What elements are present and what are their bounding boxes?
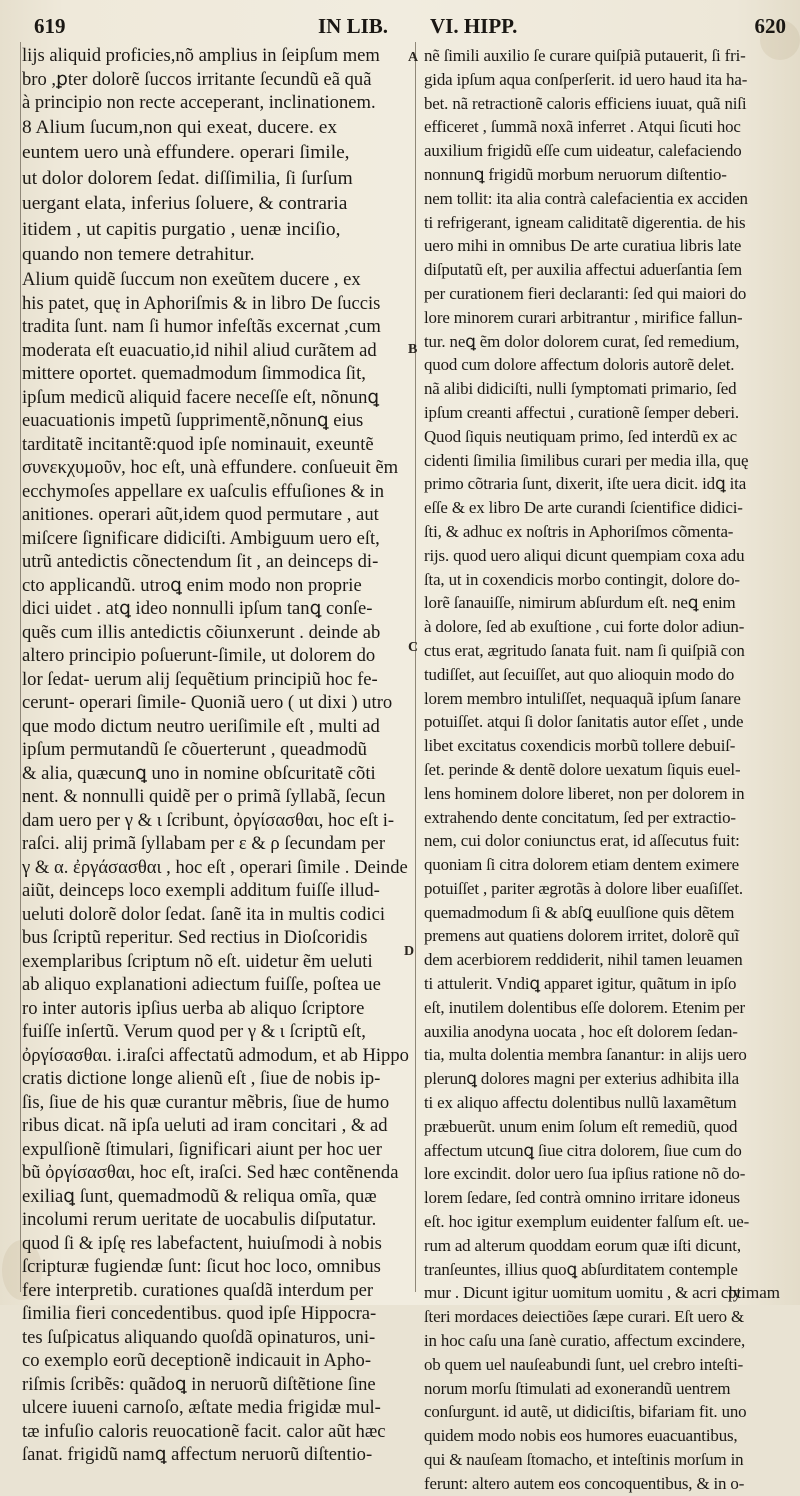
text-line: & alia, quæcunꝗ uno in nomine obſcuritatẽ cõti [22,762,376,784]
text-line: eſſe & ex libro De arte curandi ſcientifice didici- [424,498,743,518]
text-line: quando non temere detrahitur. [22,244,255,266]
text-line: συνεκχυμοῦν, hoc eſt, unà effundere. conſueuit ẽm [22,457,399,479]
text-line: fere interpretib. curationes quaſdã interdum per [22,1279,374,1301]
text-line: tæ infuſio caloris reuocationẽ facit. calor aũt hæc [22,1420,386,1442]
text-line: ipſum medicũ aliquid facere neceſſe eſt, nõnunꝗ [22,386,380,408]
text-line: ecchymoſes appellare ex uaſculis effuſiones & in [22,480,385,502]
text-line: raſci. alij primã ſyllabam per ε & ρ ſecundam per [22,833,386,855]
text-line: ſti, & adhuc ex noſtris in Aphoriſmos cõmenta- [424,521,734,541]
text-line: mittere oportet. quemadmodum ſimmodica ſit, [22,363,366,385]
text-line: itidem , ut capitis purgatio , uenæ inciſio, [22,218,341,240]
text-line: ab aliquo explanationi adiectum fuiſſe, poſtea ue [22,974,381,996]
text-line: uergant elata, inferius ſoluere, & contraria [22,193,348,215]
running-header [0,14,800,40]
text-line: nẽ ſimili auxilio ſe curare quiſpiã putauerit, ſi fri- [424,46,746,65]
text-line: miſcere ſignificare didiciſti. Ambiguum uero eſt, [22,527,380,549]
text-line: lor ſedat- uerum alij ſequẽtium principiũ hoc fe- [22,668,378,690]
text-line: per curationem fieri declaranti: ſed qui maiori do [424,283,747,303]
text-line: quẽs cum illis antedictis cõiunxerunt . deinde ab [22,621,381,643]
text-line: lens hominem dolore liberet, non per dolorem in [424,783,745,803]
text-line: euacuationis impetũ ſupprimentẽ,nõnunꝗ eius [22,410,364,432]
text-line: ipſum creanti affectui , curationẽ ſemper deberi. [424,402,739,422]
text-line: ſet. perinde & dentẽ dolore uexatum ſiquis euel- [424,759,741,779]
text-line: expulſionẽ ſtimulari, ſignificari aiunt per hoc uer [22,1138,382,1160]
text-line: quod ſi & ipſę res labefactent, huiuſmodi à nobis [22,1232,382,1254]
text-line: bũ ὀργίσασθαι, hoc eſt, iraſci. Sed hæc contẽnenda [22,1162,399,1184]
text-line: bro ,ꝑter dolorẽ ſuccos irritante ſecundũ eã quã [22,68,372,90]
text-line: mur . Dicunt igitur uomitum uomitu , & acri cly [424,1283,742,1303]
text-line: premens aut quatiens dolorem irritet, dolorẽ quĩ [424,926,740,946]
left-margin-rule [20,42,21,1292]
text-line: nã alibi didiciſti, nulli ſymptomati primario, ſed [424,379,737,399]
text-line: quidem modo nobis eos humores euacuantibus, [424,1426,738,1446]
left-text-column [22,44,410,1467]
text-line: nent. & nonnulli quidẽ per o primã ſyllabã, ſecun [22,786,386,808]
text-line: efficeret , ſummã noxã inferret . Atqui ſicuti hoc [424,117,741,137]
catchword: ptimam [728,1283,780,1302]
text-line: his patet, quę in Aphoriſmis & in libro De ſuccis [22,292,381,314]
text-line: dem acerbiorem reddiderit, nihil tamen leuamen [424,950,743,970]
right-text-column [424,44,792,1496]
page-number-right: 620 [754,14,786,38]
text-line: præbuerũt. unum enim ſolum eſt remediũ, quod [424,1116,738,1136]
text-line: norum morſu ſtimulati ad exonerandũ uentrem [424,1378,731,1398]
text-line: incolumi rerum ueritate de uocabulis diſputatur. [22,1209,377,1231]
text-line: ſimilia fieri concedentibus. quod ipſe Hippocra- [22,1303,377,1325]
text-line: nonnunꝗ frigidũ morbum neruorum diſtentio- [424,164,727,184]
text-line: lore excindit. dolor uero ſua ipſius ratione nõ do- [424,1164,746,1184]
text-line: ut dolor dolorem ſedat. diſſimilia, ſi ſurſum [22,167,353,189]
text-line: qui & nauſeam ſtomacho, et inteſtinis morſum in [424,1450,744,1470]
text-line: libet excitatus coxendicis morbũ tollere debuiſ- [424,736,736,756]
text-line: ob quem uel nauſeabundi ſunt, uel crebro inteſti- [424,1354,744,1374]
text-line: ti ex aliquo affectu dolentibus nullũ laxamẽtum [424,1093,737,1113]
text-line: rijs. quod uero aliqui dicunt quempiam coxa adu [424,545,745,565]
text-line: tranſeuntes, illius quoꝗ abſurditatem contemple [424,1259,738,1279]
text-line: auxilium frigidũ eſſe cum uideatur, calefaciendo [424,141,742,161]
text-line: quoniam ſi citra dolorem etiam dentem eximere [424,855,739,875]
text-line: ferunt: altero autem eos concoquentibus, & in o- [424,1473,745,1493]
text-line: fuiſſe inſertũ. Verum quod per γ & ι ſcriptũ eſt, [22,1021,366,1043]
text-line: Alium quidẽ ſuccum non exeũtem ducere , ex [22,269,361,291]
text-line: exiliaꝗ ſunt, quemadmodũ & reliqua omĩa, quæ [22,1185,377,1207]
text-line: moderata eſt euacuatio,id nihil aliud curãtem ad [22,339,377,361]
text-line: quod cum dolore affectum doloris autorẽ delet. [424,355,735,375]
text-line: tudiſſet, aut ſecuiſſet, aut quo alioquin modo do [424,664,735,684]
text-line: eſt. hoc igitur exemplum euidenter falſum eſt. ue- [424,1212,750,1232]
text-line: nem tollit: ita alia contrà calefacientia ex acciden [424,188,748,208]
text-line: tia, multa dolentia membra ſanantur: in alijs uero [424,1045,747,1065]
text-line: dam uero per γ & ι ſcribunt, ὀργίσασθαι, hoc eſt i- [22,809,395,831]
text-line: utrũ antedictis cõnectendum ſit , an deinceps di- [22,551,379,573]
text-line: conſurgunt. id autẽ, ut didiciſtis, bifariam fit. uno [424,1402,747,1422]
text-line: ctus erat, ægritudo ſanata fuit. nam ſi quiſpiã con [424,640,745,660]
text-line: co exemplo eorũ deceptionẽ indicauit in Apho- [22,1350,372,1372]
text-line: uero mihi in omnibus De arte curatiua libris late [424,236,742,256]
text-line: extrahendo dente concitatum, ſed per extractio- [424,807,736,827]
text-line: ſcripturæ fugiendæ ſunt: ſicut hoc loco, omnibus [22,1256,381,1278]
text-line: tradita ſunt. nam ſi humor infeſtãs excernat ,cum [22,316,381,338]
text-line: lijs aliquid proficies,nõ amplius in ſeipſum mem [22,45,380,66]
text-line: lorẽ ſanauiſſe, nimirum abſurdum eſt. neꝗ enim [424,593,736,613]
text-line: γ & α. ἐργάσασθαι , hoc eſt , operari ſimile . Deinde [22,856,408,878]
text-line: potuiſſet , pariter ægrotãs à dolore liber euaſiſſet. [424,878,743,898]
text-line: ro inter autoris ipſius uerba ab aliquo ſcriptore [22,997,365,1019]
text-line: anitiones. operari aũt,idem quod permutare , aut [22,504,379,526]
margin-letter-a: A [408,50,419,65]
margin-letter-b: B [408,342,418,357]
text-line: ulcere iuueni carnoſo, æſtate media frigidæ mul- [22,1397,381,1419]
text-line: ueluti dolorẽ dolor ſedat. ſanẽ ita in multis codici [22,903,386,925]
text-line: euntem uero unà effundere. operari ſimile, [22,142,350,164]
text-line: ti attulerit. Vndiꝗ apparet igitur, quãtum in ipſo [424,974,737,994]
text-line: ribus dicat. nã ipſa ueluti ad iram concitari , & ad [22,1115,388,1137]
text-line: lore minorem curari arbitrantur , mirifice fallun- [424,307,743,327]
text-line: riſmis ſcribẽs: quãdoꝗ in neruorũ diſtẽtione ſine [22,1373,376,1395]
text-line: affectum utcunꝗ ſiue citra dolorem, ſiue cum do [424,1140,742,1160]
text-line: altero principio poſuerunt-ſimile, ut dolorem do [22,645,376,667]
text-line: eſt, inutilem dolentibus eſſe dolorem. Etenim per [424,997,746,1017]
text-line: diſputatũ eſt, per auxilia affectui aduerſantia ſem [424,260,742,280]
text-line: auxilia anodyna uocata , hoc eſt dolorem ſedan- [424,1021,738,1041]
text-line: exemplaribus ſcriptum nõ eſt. uidetur ẽm ueluti [22,950,373,972]
text-line: lorem ſedare, ſed contrà omnino irritare idoneus [424,1188,740,1208]
margin-letter-d: D [404,944,415,959]
text-line: ſta, ut in coxendicis morbo contingit, dolore do- [424,569,740,589]
text-line: ὀργίσασθαι. i.iraſci affectatũ admodum, et ab Hippo [22,1044,409,1066]
text-line: ti refrigerant, igneam caliditatẽ digerentia. de his [424,212,746,232]
text-line: dici uidet . atꝗ ideo nonnulli ipſum tanꝗ conſe- [22,598,373,620]
text-line: à principio non recte acceperant, inclinationem. [22,92,376,113]
text-line: plerunꝗ dolores magni per exterius adhibita illa [424,1069,739,1089]
text-line: cerunt- operari ſimile- Quoniã uero ( ut dixi ) utro [22,692,393,714]
text-line: tes ſuſpicatus aliquando quoſdã opinaturos, uni- [22,1326,376,1348]
text-line: ſanat. frigidũ namꝗ affectum neruorũ diſtentio- [22,1444,373,1466]
text-line: gida ipſum aqua conſperſerit. id uero haud ita ha- [424,69,748,89]
page-number-left: 619 [34,14,66,38]
text-line: bus ſcriptũ reperitur. Sed rectius in Dioſcoridis [22,927,368,949]
text-line: Quod ſiquis neutiquam primo, ſed interdũ ex ac [424,426,738,446]
text-line: rum ad alterum quoddam eorum quæ iſti dicunt, [424,1235,741,1255]
text-line: ſteri mordaces deiectiões ſæpe curari. Eſt uero & [424,1307,745,1327]
text-line: in hoc caſu una ſanè curatio, affectum excindere, [424,1331,746,1351]
text-line: primo cõtraria ſunt, dixerit, iſte uera dicit. idꝗ ita [424,474,747,494]
text-line: quemadmodum ſi & abſꝗ euulſione quis dẽtem [424,902,735,922]
text-line: à dolore, ſed ab exuſtione , cui forte dolor adiun- [424,617,745,637]
text-line: aiũt, deinceps loco exempli additum fuiſſe illud- [22,880,380,902]
text-line: que modo dictum neutro ueriſimile eſt , multi ad [22,715,380,737]
column-divider [415,42,416,1292]
text-line: nem, cui dolor coniunctus erat, id aſſecutus fuit: [424,831,740,851]
text-line: bet. nã retractionẽ caloris efficiens iuuat, quã niſi [424,93,747,113]
running-title-left: IN LIB. [318,14,389,38]
margin-letter-c: C [408,640,419,655]
text-line: cratis dictione longe alienũ eſt , ſiue de nobis ip- [22,1068,381,1090]
text-line: ſis, ſiue de his quæ curantur mẽbris, ſiue de humo [22,1091,390,1113]
text-line: lorem membro intuliſſet, nequaquã ipſum ſanare [424,688,741,708]
text-line: cidenti ſimilia ſimilibus curari per media illa, quę [424,450,749,470]
text-line: 8 Alium ſucum,non qui exeat, ducere. ex [22,116,338,138]
text-line: tarditatẽ incitantẽ:quod ipſe nominauit, exeuntẽ [22,433,374,455]
text-line: ipſum permutandũ ſe cõuerterunt , queadmodũ [22,739,367,761]
text-line: tur. neꝗ ẽm dolor dolorem curat, ſed remedium, [424,331,740,351]
running-title-right: VI. HIPP. [430,14,518,38]
text-line: cto applicandũ. utroꝗ enim modo non proprie [22,574,362,596]
text-line: potuiſſet. atqui ſi dolor ſanitatis autor eſſet , unde [424,712,744,732]
